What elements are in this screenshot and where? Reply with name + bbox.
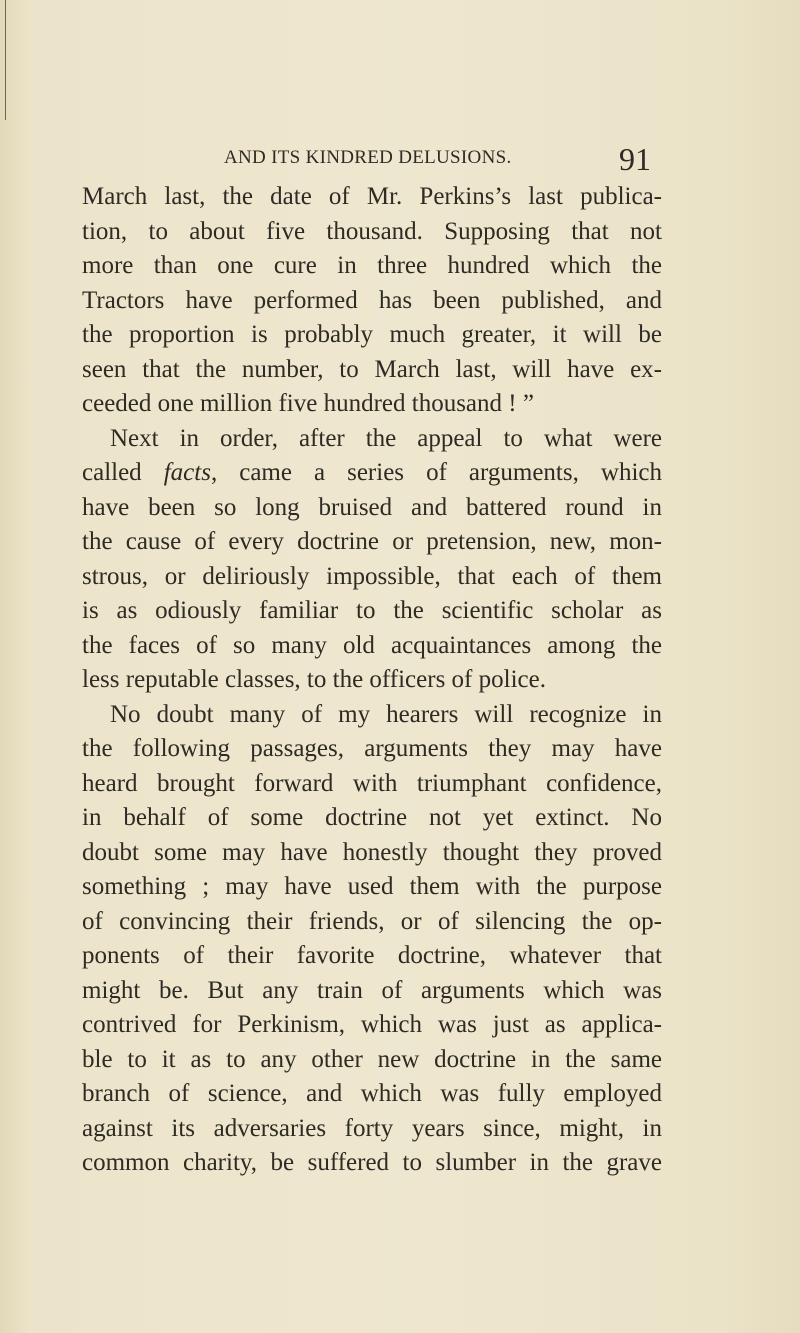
text-line: No doubt many of my hearers will recognize in xyxy=(110,700,662,728)
text-line: ble to it as to any other new doctrine in the same xyxy=(82,1045,662,1073)
text-fragment: called xyxy=(82,459,142,486)
text-line: of convincing their friends, or of silencing the op- xyxy=(82,907,662,935)
running-head-title: AND ITS KINDRED DELUSIONS. xyxy=(224,147,512,168)
text-line: common charity, be suffered to slumber in the grave xyxy=(82,1149,662,1176)
text-line: something ; may have used them with the purpose xyxy=(82,873,662,900)
text-line: heard brought forward with triumphant confidence, xyxy=(82,769,662,797)
text-line: more than one cure in three hundred which the xyxy=(82,252,662,279)
text-line: contrived for Perkinism, which was just as applica- xyxy=(82,1011,662,1038)
text-line: seen that the number, to March last, will have ex- xyxy=(82,355,662,383)
text-line: might be. But any train of arguments which was xyxy=(82,976,662,1004)
body-text xyxy=(82,180,662,1181)
text-line: have been so long bruised and battered round in xyxy=(82,493,662,521)
text-line: the cause of every doctrine or pretension, new, mon- xyxy=(82,528,662,555)
text-line: is as odiously familiar to the scientific scholar as xyxy=(82,597,662,624)
page-number: 91 xyxy=(619,141,651,177)
text-line: the faces of so many old acquaintances among the xyxy=(82,631,662,659)
running-head xyxy=(0,141,800,181)
text-line: branch of science, and which was fully employed xyxy=(82,1080,662,1107)
text-fragment: , came a series of arguments, which xyxy=(210,459,662,486)
text-line: less reputable classes, to the officers of police. xyxy=(82,666,546,693)
text-line: doubt some may have honestly thought they proved xyxy=(82,838,662,866)
text-line: March last, the date of Mr. Perkins’s last publica- xyxy=(82,183,662,210)
text-line: strous, or deliriously impossible, that each of them xyxy=(82,562,662,590)
text-line: Next in order, after the appeal to what were xyxy=(110,424,662,452)
text-line: the following passages, arguments they may have xyxy=(82,735,662,762)
italic-word: facts xyxy=(163,459,211,486)
text-line: Tractors have performed has been published, and xyxy=(82,286,662,314)
text-line: ponents of their favorite doctrine, whatever that xyxy=(82,942,662,969)
text-line: in behalf of some doctrine not yet extinct. No xyxy=(82,804,662,831)
text-line: tion, to about five thousand. Supposing that not xyxy=(82,217,662,245)
text-line-with-italic xyxy=(82,456,662,491)
text-line: against its adversaries forty years since, might, in xyxy=(82,1114,662,1142)
text-line: ceeded one million five hundred thousand ! ” xyxy=(82,390,534,417)
text-line: the proportion is probably much greater, it will be xyxy=(82,321,662,348)
page-edge-line xyxy=(5,0,6,120)
